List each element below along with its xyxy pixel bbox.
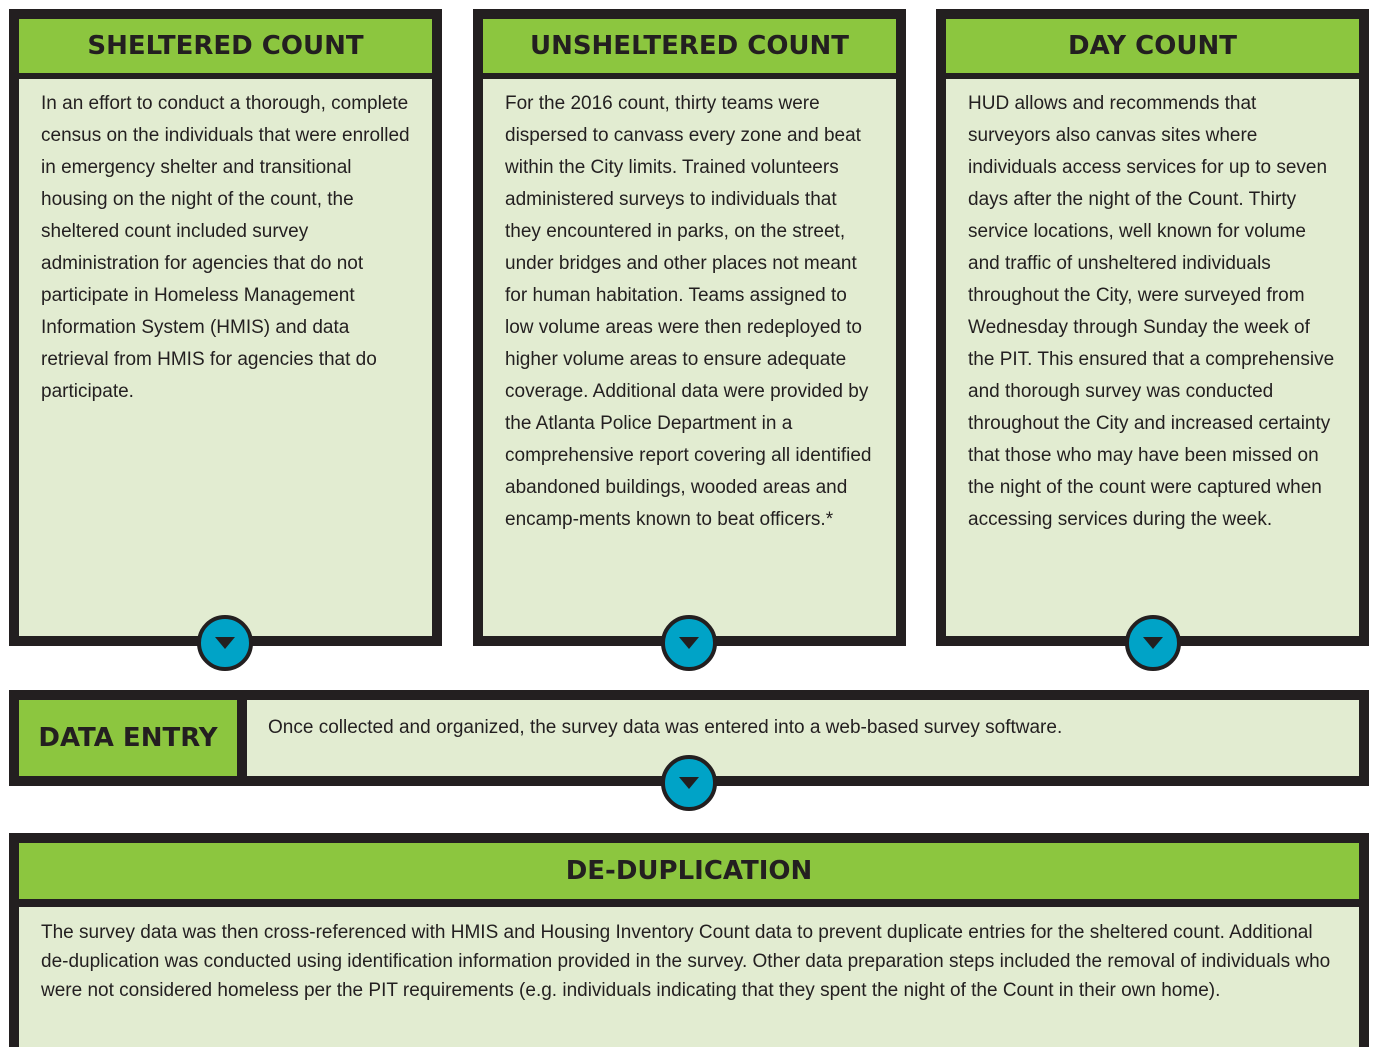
de-duplication-box [9,833,1369,1047]
down-arrow-icon [197,615,253,671]
down-arrow-icon [1125,615,1181,671]
data-entry-title: DATA ENTRY [19,700,237,776]
day-count-title: DAY COUNT [946,19,1359,73]
day-count-box [936,9,1369,646]
sheltered-count-text: In an effort to conduct a thorough, complete census on the individuals that were enrolled in emergency shelter and transitional housing on the night of the count, the sheltered count included survey administration for agencies that do not participate in Homeless Management Information System (HMIS) and data retrieval from HMIS for agencies that do participate. [19,79,432,636]
sheltered-count-title: SHELTERED COUNT [19,19,432,73]
sheltered-count-box [9,9,442,646]
data-entry-text: Once collected and organized, the survey data was entered into a web-based survey software. [247,700,1359,776]
unsheltered-count-text: For the 2016 count, thirty teams were dispersed to canvass every zone and beat within the City limits. Trained volunteers administered surveys to individuals that they encountered in parks, on the street, under bridges and other places not meant for human habitation. Teams assigned to low volume areas were then redeployed to higher volume areas to ensure adequate coverage. Additional data were provided by the Atlanta Police Department in a comprehensive report covering all identified abandoned buildings, wooded areas and encamp-ments known to beat officers.* [483,79,896,636]
day-count-text: HUD allows and recommends that surveyors also canvas sites where individuals access services for up to seven days after the night of the Count. Thirty service locations, well known for volume and traffic of unsheltered individuals throughout the City, were surveyed from Wednesday through Sunday the week of the PIT. This ensured that a comprehensive and thorough survey was conducted throughout the City and increased certainty that those who may have been missed on the night of the count were captured when accessing services during the week. [946,79,1359,636]
unsheltered-count-title: UNSHELTERED COUNT [483,19,896,73]
down-arrow-icon [661,755,717,811]
de-duplication-text: The survey data was then cross-referenced with HMIS and Housing Inventory Count data to prevent duplicate entries for the sheltered count. Additional de-duplication was conducted using identification information provided in the survey. Other data preparation steps included the removal of individuals who were not considered homeless per the PIT requirements (e.g. individuals indicating that they spent the night of the Count in their own home). [19,907,1359,1047]
de-duplication-title: DE-DUPLICATION [19,843,1359,899]
unsheltered-count-box [473,9,906,646]
down-arrow-icon [661,615,717,671]
